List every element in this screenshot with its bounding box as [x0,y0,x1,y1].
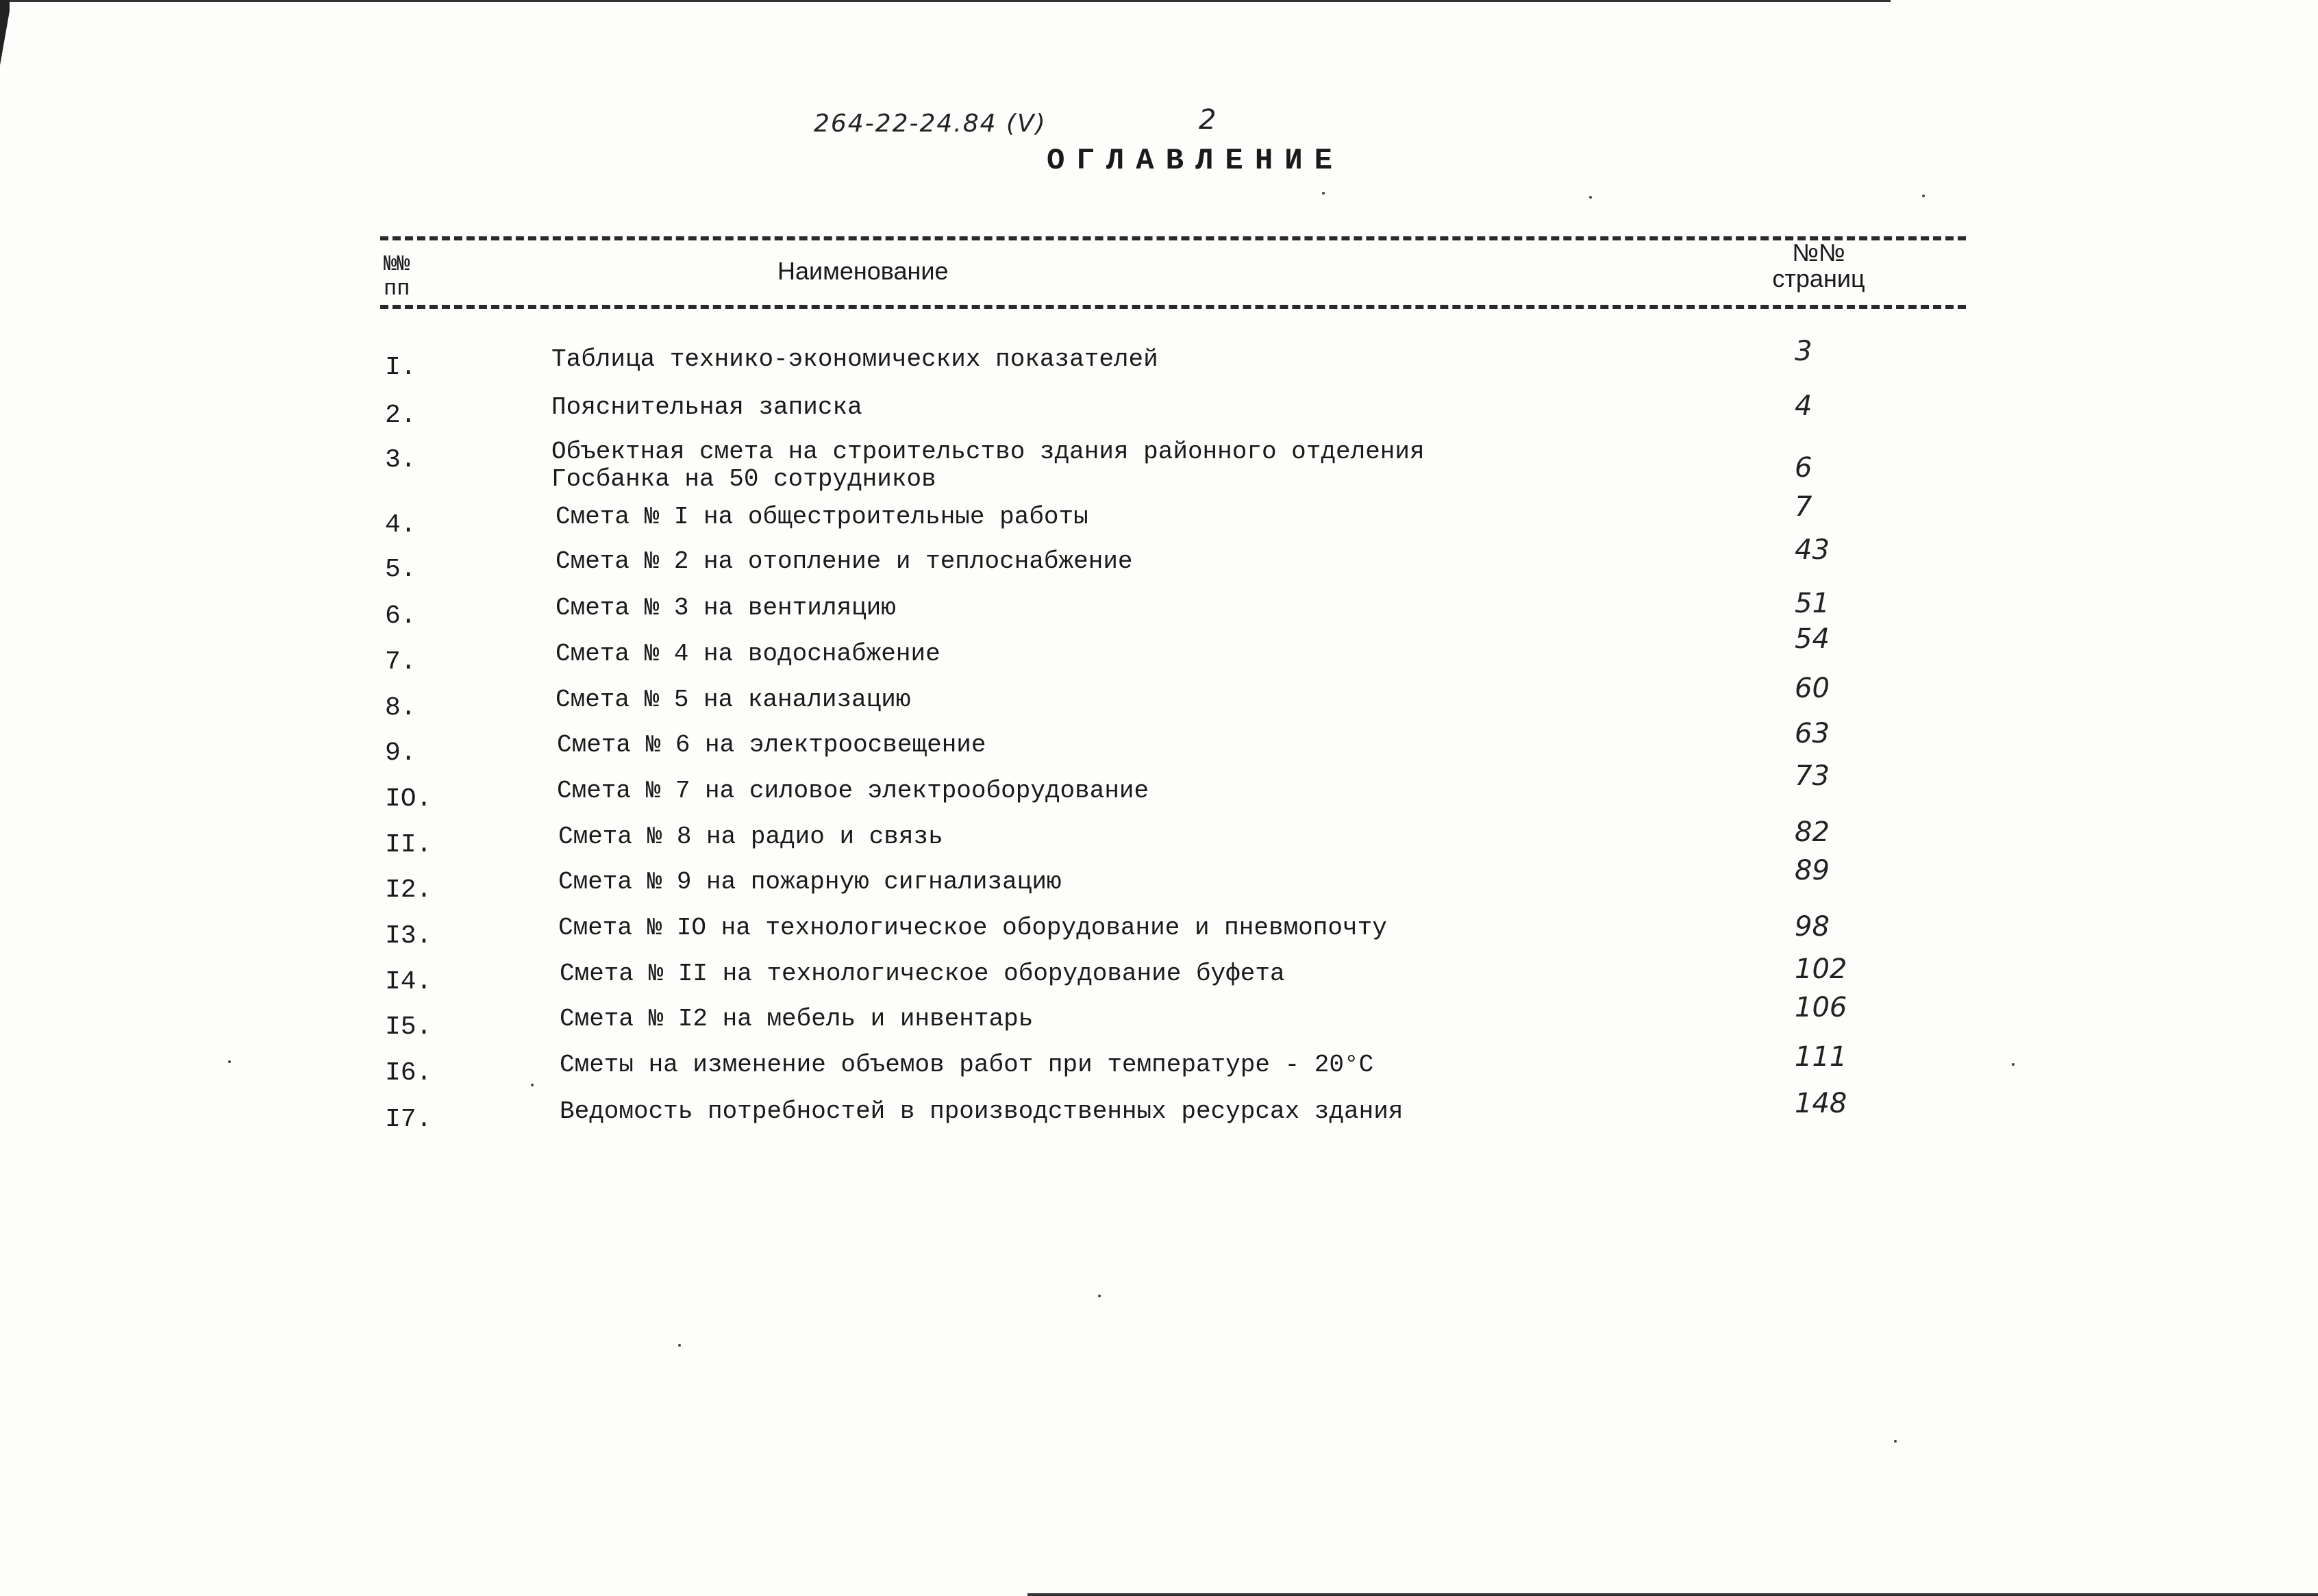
list-item [0,673,2318,727]
document-code: 264-22-24.84 (V) [814,110,1047,138]
scan-speck [1589,196,1592,199]
item-page-number: 102 [1795,953,1847,985]
item-number: 9. [385,738,416,768]
item-page-number: 73 [1795,760,1830,792]
item-page-number: 60 [1795,673,1830,704]
item-title: Пояснительная записка [551,393,862,421]
item-number: I4. [385,967,432,997]
item-title: Смета № II на технологическое оборудование буфета [560,960,1285,988]
item-page-number: 51 [1795,588,1830,619]
item-page-number: 82 [1795,816,1830,848]
item-title: Смета № 4 на водоснабжение [556,640,940,668]
item-title: Смета № I на общестроительные работы [556,503,1088,531]
list-item [0,534,2318,589]
item-title: Смета № I2 на мебель и инвентарь [560,1005,1034,1033]
item-number: 3. [385,445,416,475]
column-header-pages [1764,240,1873,292]
list-item [0,760,2318,819]
scan-speck [2012,1063,2015,1066]
header-rule-bottom [380,305,1966,309]
list-item [0,992,2318,1047]
item-title: Смета № 9 на пожарную сигнализацию [558,868,1062,896]
page-title: ОГЛАВЛЕНИЕ [1047,144,1345,178]
item-number: I3. [385,921,432,951]
item-page-number: 106 [1795,992,1847,1023]
list-item [0,1088,2318,1139]
item-number: 4. [385,510,416,540]
list-item [0,1041,2318,1093]
item-title: Смета № 7 на силовое электрооборудование [557,777,1149,805]
item-page-number: 54 [1795,623,1830,655]
item-number: 8. [385,693,416,723]
list-item [0,438,2318,493]
item-title: Смета № 2 на отопление и теплоснабжение [556,547,1133,575]
item-page-number: 3 [1795,336,1812,367]
item-number: I7. [385,1105,432,1134]
list-item [0,336,2318,387]
item-page-number: 148 [1795,1088,1847,1119]
column-header-name: Наименование [777,257,949,285]
scan-speck [1922,195,1925,197]
scan-edge-bottom [1027,1593,2318,1596]
item-title: Смета № 8 на радио и связь [558,823,943,851]
item-page-number: 89 [1795,855,1830,886]
item-number: I2. [385,875,432,905]
item-title: Таблица технико-экономических показателей [551,345,1158,373]
column-header-pages-text: №№ страниц [1772,238,1865,292]
header-rule-top [380,236,1966,240]
item-title: Смета № 6 на электроосвещение [557,731,986,759]
list-item [0,491,2318,545]
item-title: Ведомость потребностей в производственных ресурсах здания [560,1097,1404,1125]
item-page-number: 6 [1795,452,1812,484]
list-item [0,911,2318,956]
list-item [0,588,2318,636]
item-number: 7. [385,647,416,677]
item-title: Смета № 5 на канализацию [556,686,911,714]
item-number: 5. [385,555,416,584]
item-title: Объектная смета на строительство здания районного отделения Госбанка на 50 сотрудников [551,438,1425,493]
scan-speck [228,1060,231,1063]
item-number: I. [385,353,416,382]
item-page-number: 7 [1795,491,1812,523]
item-title: Смета № 3 на вентиляцию [556,594,896,622]
list-item [0,718,2318,773]
column-header-number [384,252,425,301]
item-page-number: 4 [1795,390,1812,422]
item-number: IO. [385,784,432,814]
item-page-number: 43 [1795,534,1830,566]
item-page-number: 98 [1795,911,1830,943]
scan-speck [678,1344,681,1347]
list-item [0,623,2318,682]
item-page-number: 111 [1795,1041,1847,1073]
list-item [0,816,2318,864]
list-item [0,855,2318,910]
scan-speck [1098,1295,1101,1297]
scan-speck [1322,192,1325,195]
column-header-number-text: №№ пп [384,251,410,301]
item-title: Смета № IO на технологическое оборудование и пневмопочту [558,914,1387,942]
item-page-number: 63 [1795,718,1830,749]
scan-speck [1894,1440,1897,1443]
item-title: Сметы на изменение объемов работ при температуре - 20°С [560,1051,1374,1079]
scan-speck [531,1084,534,1086]
page-number: 2 [1199,104,1217,136]
scan-edge-left [0,0,10,89]
list-item [0,390,2318,435]
item-number: I6. [385,1058,432,1088]
item-number: I5. [385,1012,432,1042]
scan-edge-top [0,0,1891,2]
list-item [0,953,2318,1001]
item-number: II. [385,830,432,860]
item-number: 2. [385,401,416,430]
item-number: 6. [385,601,416,631]
